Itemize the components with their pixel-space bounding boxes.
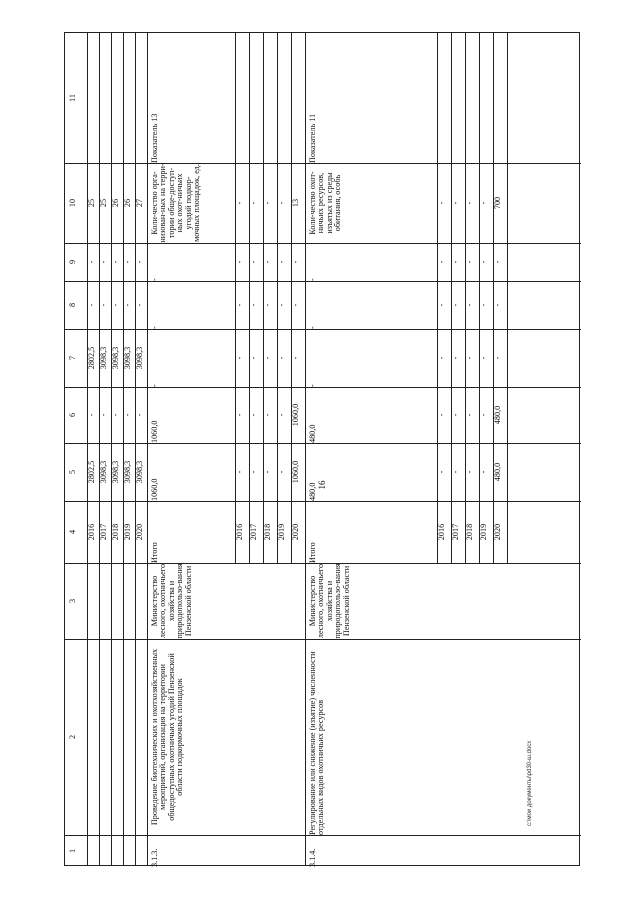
value-cell: - — [249, 260, 258, 264]
value-cell: - — [263, 470, 272, 474]
year-cell: 2020 — [493, 523, 502, 541]
itogo-cell-313: - — [150, 278, 159, 281]
year-cell: 2018 — [111, 523, 120, 541]
value-cell: - — [479, 356, 488, 360]
itogo-cell-313: 1060,0 — [150, 478, 159, 501]
value-cell: 3098,3 — [123, 346, 132, 370]
value-cell: - — [437, 260, 446, 264]
value-cell: - — [135, 303, 144, 307]
row-number-313: 3.1.3. — [150, 848, 159, 867]
value-cell: 13 — [291, 198, 300, 208]
value-cell: - — [479, 303, 488, 307]
column-number-3: 3 — [68, 598, 77, 604]
value-cell: 700 — [493, 196, 502, 210]
value-cell: - — [111, 413, 120, 417]
value-cell: 1060,0 — [291, 460, 300, 484]
itogo-label-313: Итого — [150, 542, 159, 563]
value-cell: - — [249, 413, 258, 417]
itogo-cell-313: - — [150, 384, 159, 387]
value-cell: - — [451, 303, 460, 307]
executor-314: Министерство лесного, охотничьего хозяйства и природопользо-вания Пензенской области — [308, 563, 351, 639]
year-cell: 2016 — [437, 523, 446, 541]
executor-313: Министерство лесного, охотничьего хозяйства и природопользо-вания Пензенской области — [150, 563, 193, 639]
column-number-11: 11 — [68, 94, 77, 102]
table-rule — [305, 33, 306, 563]
value-cell: 3098,3 — [111, 346, 120, 370]
value-cell: 1060,0 — [291, 403, 300, 427]
value-cell: - — [277, 413, 286, 417]
year-cell: 2016 — [87, 523, 96, 541]
value-cell: - — [465, 303, 474, 307]
value-cell: - — [99, 260, 108, 264]
value-cell: - — [249, 303, 258, 307]
page-number: 16 — [317, 480, 327, 490]
value-cell: - — [277, 356, 286, 360]
value-cell: - — [277, 201, 286, 205]
year-cell: 2019 — [479, 523, 488, 541]
value-cell: - — [493, 260, 502, 264]
value-cell: - — [123, 413, 132, 417]
value-cell: 26 — [123, 198, 132, 208]
value-cell: - — [249, 201, 258, 205]
row-name-313: Проведение биотехнических и охотхозяйственных мероприятий, организация на территории общедоступных охотничьих угодий Пензенской области подкормочных площадок — [150, 648, 185, 826]
year-cell: 2018 — [263, 523, 272, 541]
value-cell: - — [479, 470, 488, 474]
value-cell: - — [111, 303, 120, 307]
itogo-cell-314: - — [308, 326, 317, 329]
file-path: c:\мои документы\pd30-ш.docx — [527, 740, 533, 826]
year-cell: 2020 — [135, 523, 144, 541]
value-cell: - — [465, 201, 474, 205]
value-cell: - — [235, 413, 244, 417]
value-cell: - — [451, 413, 460, 417]
program-table — [64, 32, 580, 866]
year-cell: 2018 — [465, 523, 474, 541]
value-cell: - — [235, 201, 244, 205]
value-cell: - — [465, 470, 474, 474]
value-cell: - — [263, 260, 272, 264]
column-number-2: 2 — [68, 734, 77, 740]
value-cell: - — [123, 303, 132, 307]
value-cell: - — [291, 356, 300, 360]
year-cell: 2016 — [235, 523, 244, 541]
value-cell: - — [493, 303, 502, 307]
value-cell: - — [87, 260, 96, 264]
column-number-4: 4 — [68, 529, 77, 535]
value-cell: - — [263, 201, 272, 205]
value-cell: - — [451, 470, 460, 474]
value-cell: - — [479, 413, 488, 417]
value-cell: - — [451, 201, 460, 205]
itogo-cell-313: 1060,0 — [150, 420, 159, 443]
value-cell: 25 — [99, 198, 108, 208]
value-cell: - — [291, 260, 300, 264]
itogo-cell-314: - — [308, 384, 317, 387]
value-cell: - — [249, 356, 258, 360]
value-cell: 3098,3 — [123, 460, 132, 484]
value-cell: - — [249, 470, 258, 474]
year-cell: 2017 — [99, 523, 108, 541]
itogo-cell-314: - — [308, 278, 317, 281]
value-cell: - — [451, 260, 460, 264]
value-cell: - — [437, 470, 446, 474]
value-cell: 3098,3 — [99, 346, 108, 370]
value-cell: 3098,3 — [111, 460, 120, 484]
row-name-314: Регулирование или снижение (изъятие) численности отдельных видов охотничьих ресурсов — [308, 651, 326, 835]
table-rule — [65, 835, 581, 836]
value-cell: - — [437, 303, 446, 307]
value-cell: - — [235, 470, 244, 474]
value-cell: - — [479, 201, 488, 205]
value-cell: - — [437, 356, 446, 360]
itogo-label-314: Итого — [308, 542, 317, 563]
value-cell: 480,0 — [493, 462, 502, 482]
indicator-313: Коли-чество орга-низован-ных на терри-тории обще-доступ-ных охот-ничьих угодий подкор-мочных площадок, ед. — [150, 163, 202, 243]
value-cell: - — [277, 470, 286, 474]
table-rule — [507, 33, 508, 563]
value-cell: - — [493, 356, 502, 360]
value-cell: 26 — [111, 198, 120, 208]
value-cell: - — [263, 356, 272, 360]
value-cell: - — [87, 413, 96, 417]
value-cell: - — [235, 260, 244, 264]
value-cell: 3098,3 — [99, 460, 108, 484]
value-cell: - — [235, 303, 244, 307]
value-cell: - — [99, 303, 108, 307]
value-cell: - — [87, 303, 96, 307]
value-cell: - — [277, 260, 286, 264]
value-cell: - — [135, 413, 144, 417]
column-number-10: 10 — [68, 198, 77, 208]
column-number-6: 6 — [68, 412, 77, 418]
value-cell: - — [135, 260, 144, 264]
itogo-cell-313: - — [150, 326, 159, 329]
value-cell: - — [437, 413, 446, 417]
indicator-ref-314: Показатель 11 — [308, 113, 317, 163]
value-cell: - — [465, 260, 474, 264]
column-number-7: 7 — [68, 355, 77, 361]
year-cell: 2017 — [451, 523, 460, 541]
column-number-1: 1 — [68, 848, 77, 854]
value-cell: - — [235, 356, 244, 360]
itogo-cell-314: 480,0 — [308, 424, 317, 443]
value-cell: - — [437, 201, 446, 205]
year-cell: 2020 — [291, 523, 300, 541]
row-number-314: 3.1.4. — [308, 848, 317, 867]
column-number-8: 8 — [68, 302, 77, 308]
value-cell: - — [263, 303, 272, 307]
value-cell: 480,0 — [493, 405, 502, 425]
year-cell: 2019 — [123, 523, 132, 541]
value-cell: 2802,5 — [87, 346, 96, 370]
itogo-cell-314: 480,0 — [308, 482, 317, 501]
year-cell: 2017 — [249, 523, 258, 541]
value-cell: 25 — [87, 198, 96, 208]
value-cell: - — [465, 413, 474, 417]
value-cell: 3098,3 — [135, 460, 144, 484]
value-cell: - — [291, 303, 300, 307]
value-cell: - — [99, 413, 108, 417]
value-cell: - — [123, 260, 132, 264]
value-cell: 3098,3 — [135, 346, 144, 370]
value-cell: 2802,5 — [87, 460, 96, 484]
value-cell: - — [263, 413, 272, 417]
value-cell: - — [451, 356, 460, 360]
value-cell: - — [277, 303, 286, 307]
indicator-ref-313: Показатель 13 — [150, 113, 159, 163]
value-cell: 27 — [135, 198, 144, 208]
value-cell: - — [479, 260, 488, 264]
column-number-5: 5 — [68, 469, 77, 475]
indicator-314: Коли-чество охот-ничьих ресурсов, изъятых из среды обитания, особь — [308, 171, 343, 235]
value-cell: - — [465, 356, 474, 360]
year-cell: 2019 — [277, 523, 286, 541]
value-cell: - — [111, 260, 120, 264]
column-number-9: 9 — [68, 259, 77, 265]
